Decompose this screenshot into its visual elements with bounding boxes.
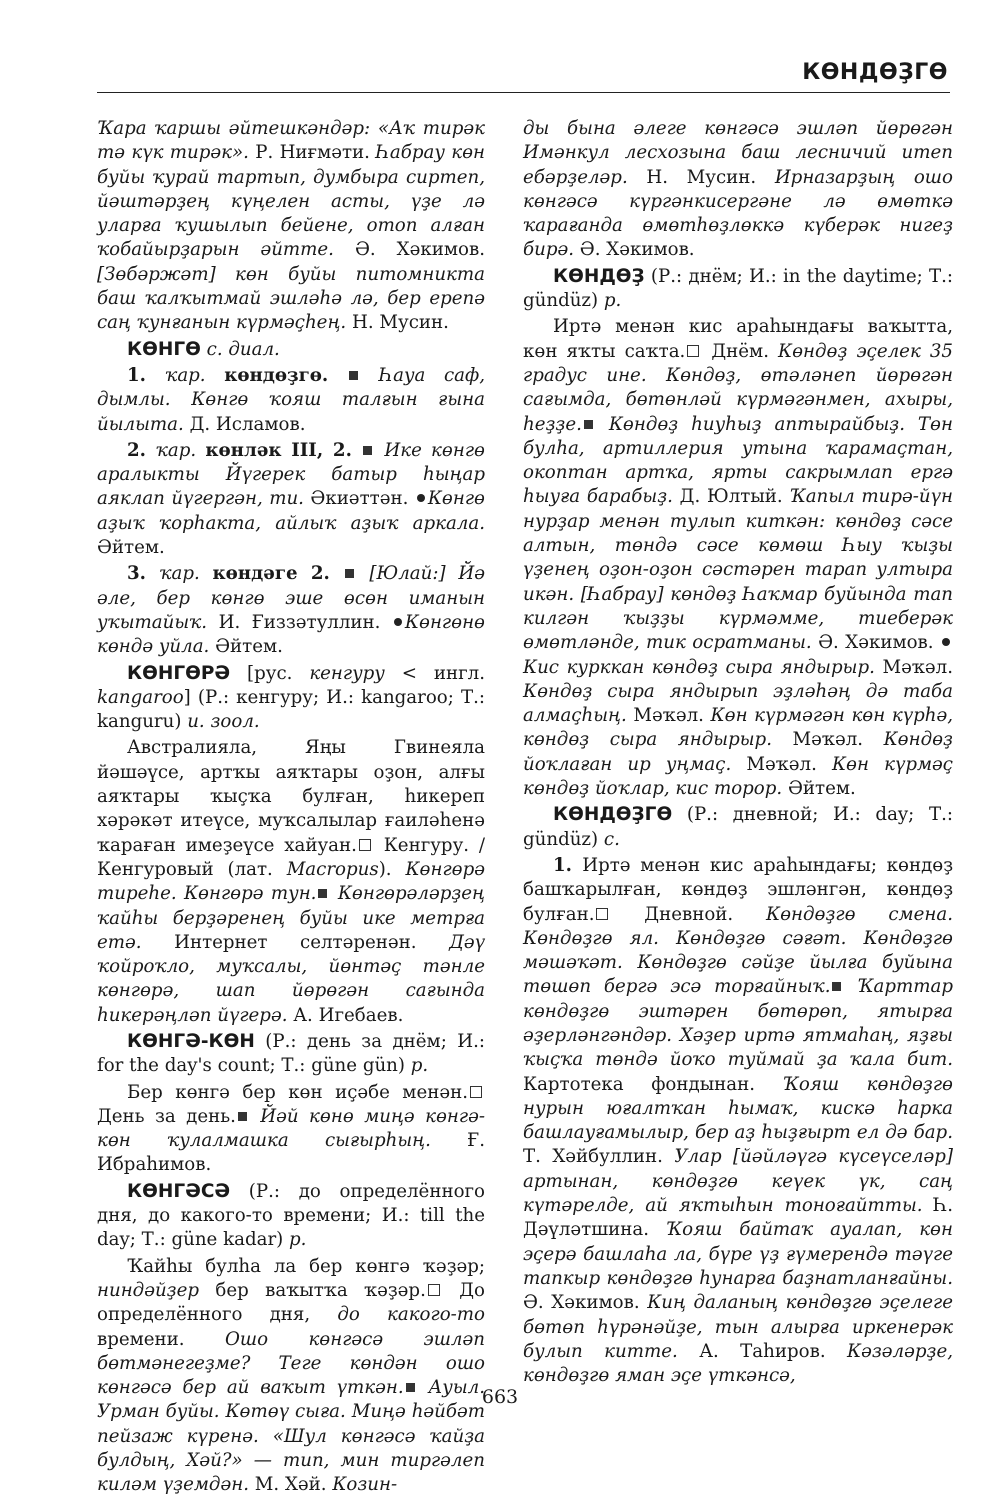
- headword: КӨНГӨ: [127, 338, 201, 360]
- entry-konduzgo: [523, 803, 953, 852]
- definition: [97, 736, 485, 1028]
- continued-paragraph: [523, 117, 953, 263]
- source: Р. Ниғмәти.: [248, 142, 377, 164]
- headword: КӨНДӨҘ: [553, 265, 645, 287]
- see-label: ҡар.: [155, 439, 206, 461]
- source: Әйтем.: [209, 636, 283, 658]
- grammar-label: р.: [410, 1055, 429, 1077]
- source: Мәҡәл.: [731, 753, 832, 775]
- source: А. Игебаев.: [287, 1004, 404, 1026]
- translations: (Р.: днём; И.: in the daytime; Т.: gündüz): [523, 265, 953, 312]
- definition-text: бер ваҡытҡа ҡәҙәр.: [199, 1279, 426, 1301]
- running-head: КӨНДӨҘГӨ: [802, 60, 948, 85]
- example-marker-icon: [349, 371, 358, 380]
- source: Н. Мусин.: [627, 166, 775, 188]
- russian-equivalent: Дневной.: [611, 903, 766, 925]
- sense-1: [97, 364, 485, 437]
- source: Әйтем.: [782, 778, 856, 800]
- definition-text: Бер көнгә бер көн иҫәбе менән.: [127, 1081, 468, 1103]
- example: Ҡара ҡаршы әйтешкәндәр: «Аҡ тирәк тә күк тирәк».: [97, 118, 485, 164]
- example: Кис курккан көндөҙ сыра яндырыр.: [523, 656, 875, 678]
- definition: [97, 1081, 485, 1178]
- sense-1: [523, 854, 953, 1389]
- example-marker-icon: [363, 446, 372, 455]
- sense-number: 3.: [127, 563, 160, 585]
- see-label: ҡар.: [165, 364, 225, 386]
- latin-name: Macropus: [286, 858, 379, 880]
- source: И. Ғиззәтуллин.: [207, 611, 392, 633]
- sense-3: [97, 562, 485, 659]
- source: Әйтем.: [97, 537, 165, 559]
- grammar-label: р.: [289, 1229, 307, 1251]
- proverb-marker-icon: [417, 494, 425, 502]
- example: Көндөҙ йоҡлаған ир уңмаҫ.: [523, 729, 953, 775]
- source: Һ. Дәүләтшина.: [523, 1195, 953, 1241]
- example: Ҡояш байтаҡ ауалап, көн эҫерә башлаһа ла, бүре үҙ ғүмерендә тәүге тапкыр көндөҙгө һунарға баҙнатланғайны.: [523, 1219, 953, 1289]
- source: Интернет селтәренән.: [141, 931, 450, 953]
- definition-text: Ҡайһы булһа ла бер көнгә ҡәҙәр;: [127, 1255, 485, 1277]
- source: Ә. Хәкимов.: [523, 1292, 648, 1314]
- definition-text: Иртә менән кис араһындағы ваҡытта, көн яҡты саҡта.: [523, 316, 953, 362]
- definition: [97, 1255, 485, 1498]
- source: Мәҡәл.: [874, 656, 953, 678]
- example: Көнгөрәләрҙең ҡайһы берҙәренең буйы ике метрға етә.: [97, 883, 485, 953]
- example-marker-icon: [318, 889, 327, 898]
- etymology-word: кенгуру: [309, 662, 385, 684]
- example: Көнгөрә тиреһе. Көнгөрә тун.: [97, 858, 485, 905]
- example: ды бына әлеге көнгәсә эшләп йөрөгән Имәнкул лесхозына баш лесничий итеп ебәрҙеләр.: [523, 118, 953, 188]
- example: Көндөҙ һиуһыҙ аптырайбыҙ. Төн булһа, артиллерия утына ҡарамаҫтан, окоптан артҡа, ярты сакрымлап ергә һыуға барабыҙ.: [523, 413, 953, 508]
- translations: (Р.: до определённого дня, до какого-то времени; И.: till the day; Т.: güne kadar): [97, 1180, 485, 1251]
- entry-kongakon: [97, 1030, 485, 1079]
- source: Ә. Хәкимов.: [811, 632, 941, 654]
- headword: КӨНГӘСӘ: [127, 1180, 231, 1202]
- example: Кәзәләрҙе, көндөҙгө яман эҫе үткәнсә,: [523, 1340, 954, 1387]
- translations: (Р.: день за днём; И.: for the day's count; Т.: güne gün): [97, 1030, 485, 1077]
- translations: (Р.: дневной; И.: day; Т.: gündüz): [523, 804, 953, 850]
- translations: ] (Р.: кенгуру; И.: kangaroo; Т.: kanguru): [97, 686, 485, 733]
- example: Көнгөнө көндә уйла.: [97, 611, 485, 658]
- etymology: < ингл.: [384, 662, 485, 684]
- russian-equivalent-marker-icon: [470, 1086, 482, 1098]
- proverb-marker-icon: [942, 638, 950, 646]
- example: Көн күрмәҫ көндөҙ йоҡлар, кис торор.: [523, 753, 953, 800]
- source: Д. Юлтый.: [672, 486, 790, 508]
- example: [Зөбәржәт] көн буйы питомникта баш ҡалҡытмай эшләһә лә, бер ерenә саң ҡунғанын күрмәҫһең.: [97, 263, 485, 334]
- example: Һауа саф, дымлы. Көнгө ҡояш талғын ғына йылыта.: [97, 364, 485, 435]
- example: Көнгө аҙыҡ ҡорһакта, айлыҡ аҙыҡ аркала.: [97, 488, 485, 534]
- example-marker-icon: [832, 982, 841, 991]
- example: Көндөҙгө смена. Көндөҙгө ял. Көндөҙгө сәғәт. Көндөҙгө мәшәҡәт. Көндөҙгө сәйҙе йылға буйына төшөп бергә эсә торғайныҡ.: [523, 903, 953, 998]
- sense-number: 1.: [127, 364, 166, 386]
- left-column: [97, 117, 485, 1498]
- example: Дәү ҡойроҡло, муҡсалы, йөнтәҫ тәнле көнгөрә, шап йөрөгән сағында һикерәңләп йүгерә.: [97, 931, 485, 1026]
- russian-equivalent-marker-icon: [359, 839, 371, 851]
- headword: КӨНГӘ-КӨН: [127, 1030, 255, 1052]
- grammar-label: и. зоол.: [187, 711, 260, 733]
- example: Көндөҙ сыра яндырып эҙләһәң дә таба алмаҫһың.: [523, 680, 953, 727]
- headword: КӨНДӨҘГӨ: [553, 804, 673, 826]
- cross-reference: көнләк III, 2.: [205, 439, 352, 461]
- source: А. Таһиров.: [677, 1340, 848, 1362]
- right-column: [523, 117, 953, 1388]
- example: Һабрау көн буйы ҡурай тартып, думбыра сиртеп, йәштәрҙең күңелен асты, үҙе лә уларға ҡушылып бейене, отоп алған ҡобайырҙарын әйтте.: [97, 142, 485, 261]
- russian-equivalent-marker-icon: [428, 1284, 440, 1296]
- see-label: ҡар.: [159, 563, 213, 585]
- punctuation: ).: [378, 858, 406, 880]
- entry-kongora: [97, 662, 485, 735]
- etymology: [рус.: [230, 662, 310, 684]
- example: Көндөҙ эҫелек 35 градус ине. Көндөҙ, өтәләнеп йөрөгән сағымда, бөтөнләй күрмәгәнмен, ахыры, һеҙҙе.: [523, 340, 953, 435]
- source: Д. Исламов.: [183, 413, 306, 435]
- example-marker-icon: [238, 1112, 247, 1121]
- example: Улар [йәйләүгә күсеүселәр] артынан, көндөҙгө кеүек үк, саң күтәрелдe, ай яҡтыһын тоноғайтты.: [523, 1146, 953, 1217]
- example: Козин-: [332, 1474, 398, 1496]
- example: Ауыл. Урман буйы. Көтөү сыға. Миңә һәйбәт пейзаж күренә. «Шул көнгәсә ҡайҙа булдың, Хәй?» — тип, мин тиргәлеп киләм үҙемдән.: [97, 1377, 485, 1496]
- grammar-label: с. диал.: [200, 338, 280, 360]
- source: Ғ. Ибраһимов.: [97, 1130, 485, 1176]
- continued-paragraph: [97, 117, 485, 336]
- definition: [523, 315, 953, 801]
- example: Ҡапыл тирә-йүн нурҙар менән тулып киткән: көндөҙ сәсе алтын, төндә сәсе көмөш Һыу ҡыҙы үҙенең оҙон-оҙон сәстәрен тарап ултыра икән. [Һабрау] көндөҙ Һаҡмар буйында тап килгән ҡыҙҙы күрмәмме, тиеберәк өмөтләндe, тик осратманы.: [523, 486, 953, 654]
- sense-number: 1.: [553, 854, 583, 876]
- sense-number: 2.: [127, 439, 156, 461]
- source: Ә. Хәкимов.: [574, 239, 695, 261]
- definition-text: Австралияла, Яңы Гвинеяла йәшәүсе, артҡы аяҡтары оҙон, алғы аяҡтары ҡыҫҡа булған, һикереп хәрәкәт итеүсе, муҡсалылар ғаиләһенә ҡараған имеҙеүсе хайуан.: [97, 737, 485, 856]
- definition-text: Иртә менән кис араһындағы; көндөҙ башҡарылған, көндөҙ эшләнгән, көндөҙ булған.: [523, 854, 953, 925]
- definition-text: ниндәйҙер: [97, 1279, 200, 1301]
- cross-reference: көндәге 2.: [212, 563, 330, 585]
- example: Ирназарҙың ошо көнгәсә күргәнкисергәне лә өмөткә ҡарағанда өмөтһөҙлөккә күберәк нигеҙ бирә.: [523, 166, 953, 261]
- example: Көн күрмәгән көн күрһә, көндөҙ сыра яндырыр.: [523, 705, 953, 751]
- page-header: [97, 58, 950, 93]
- example: Ике көнгө аралыкты Йүгерек батыр һыңар аяклап йүгергән, ти.: [97, 439, 485, 510]
- entry-konduz: [523, 265, 953, 314]
- grammar-label: р.: [603, 290, 622, 312]
- russian-equivalent: До определённого дня,: [97, 1279, 485, 1326]
- etymology-word: kangaroo: [97, 686, 184, 708]
- source: Мәҡәл.: [626, 705, 711, 727]
- sense-2: [97, 439, 485, 560]
- source: Әкиәттән.: [303, 488, 415, 510]
- example: [Юлай:] Йә әле, бер көнгө эше өсөн иманын уҡытайыҡ.: [97, 563, 485, 633]
- russian-equivalent: Кенгуру. / Кенгуровый (лат.: [97, 834, 485, 880]
- example: Ҡарттар көндөҙгө эштәрен бөтөрөп, ятырға әҙерләнгәндәр. Хәҙер иртә ятмаһаң, яҙғы ҡыҫҡа төндә йоҡо туймай ҙа ҡала бит.: [523, 976, 953, 1071]
- source: Т. Хәйбуллин.: [523, 1146, 675, 1168]
- source: М. Хәй.: [248, 1474, 333, 1496]
- example: Ошо көнгәсә эшләп бөтмәнегеҙме? Теге көндән ошо көнгәсә бер ай ваҡыт үткән.: [97, 1328, 485, 1399]
- source: Ә. Хәкимов.: [333, 239, 485, 261]
- russian-equivalent-marker-icon: [596, 908, 608, 920]
- proverb-marker-icon: [394, 618, 402, 626]
- entry-kongasa: [97, 1180, 485, 1253]
- grammar-label: с.: [603, 828, 620, 850]
- source: Картотека фондынан.: [523, 1073, 783, 1095]
- example: Ҡояш көндөҙгө нурын юғалтҡан һымаҡ, кискә һарка башлауғамылыр, бер аҙ һыҙғырт ел дә бар.: [523, 1073, 953, 1144]
- page-number: 663: [481, 1386, 519, 1408]
- russian-equivalent: до какого-то: [337, 1304, 485, 1326]
- entry-kongo: [97, 338, 485, 362]
- example-marker-icon: [584, 420, 593, 429]
- cross-reference: көндөҙгө.: [224, 364, 329, 386]
- source: Н. Мусин.: [346, 312, 449, 334]
- russian-equivalent-marker-icon: [687, 345, 699, 357]
- source: Мәҡәл.: [771, 729, 884, 751]
- russian-equivalent: День за день.: [97, 1105, 236, 1127]
- example: Йәй көнө миңә көнгә-көн ҡулалмашка сығырһың.: [97, 1105, 485, 1152]
- example-marker-icon: [345, 569, 354, 578]
- russian-equivalent: времени.: [97, 1328, 225, 1350]
- russian-equivalent: Днём.: [702, 340, 779, 362]
- headword: КӨНГӨРӘ: [127, 662, 231, 684]
- example: Киң даланың көндөҙгө эҫелеге бөтөп һүрәнәйҙе, тын алырға иркенерәк булып китте.: [523, 1292, 953, 1362]
